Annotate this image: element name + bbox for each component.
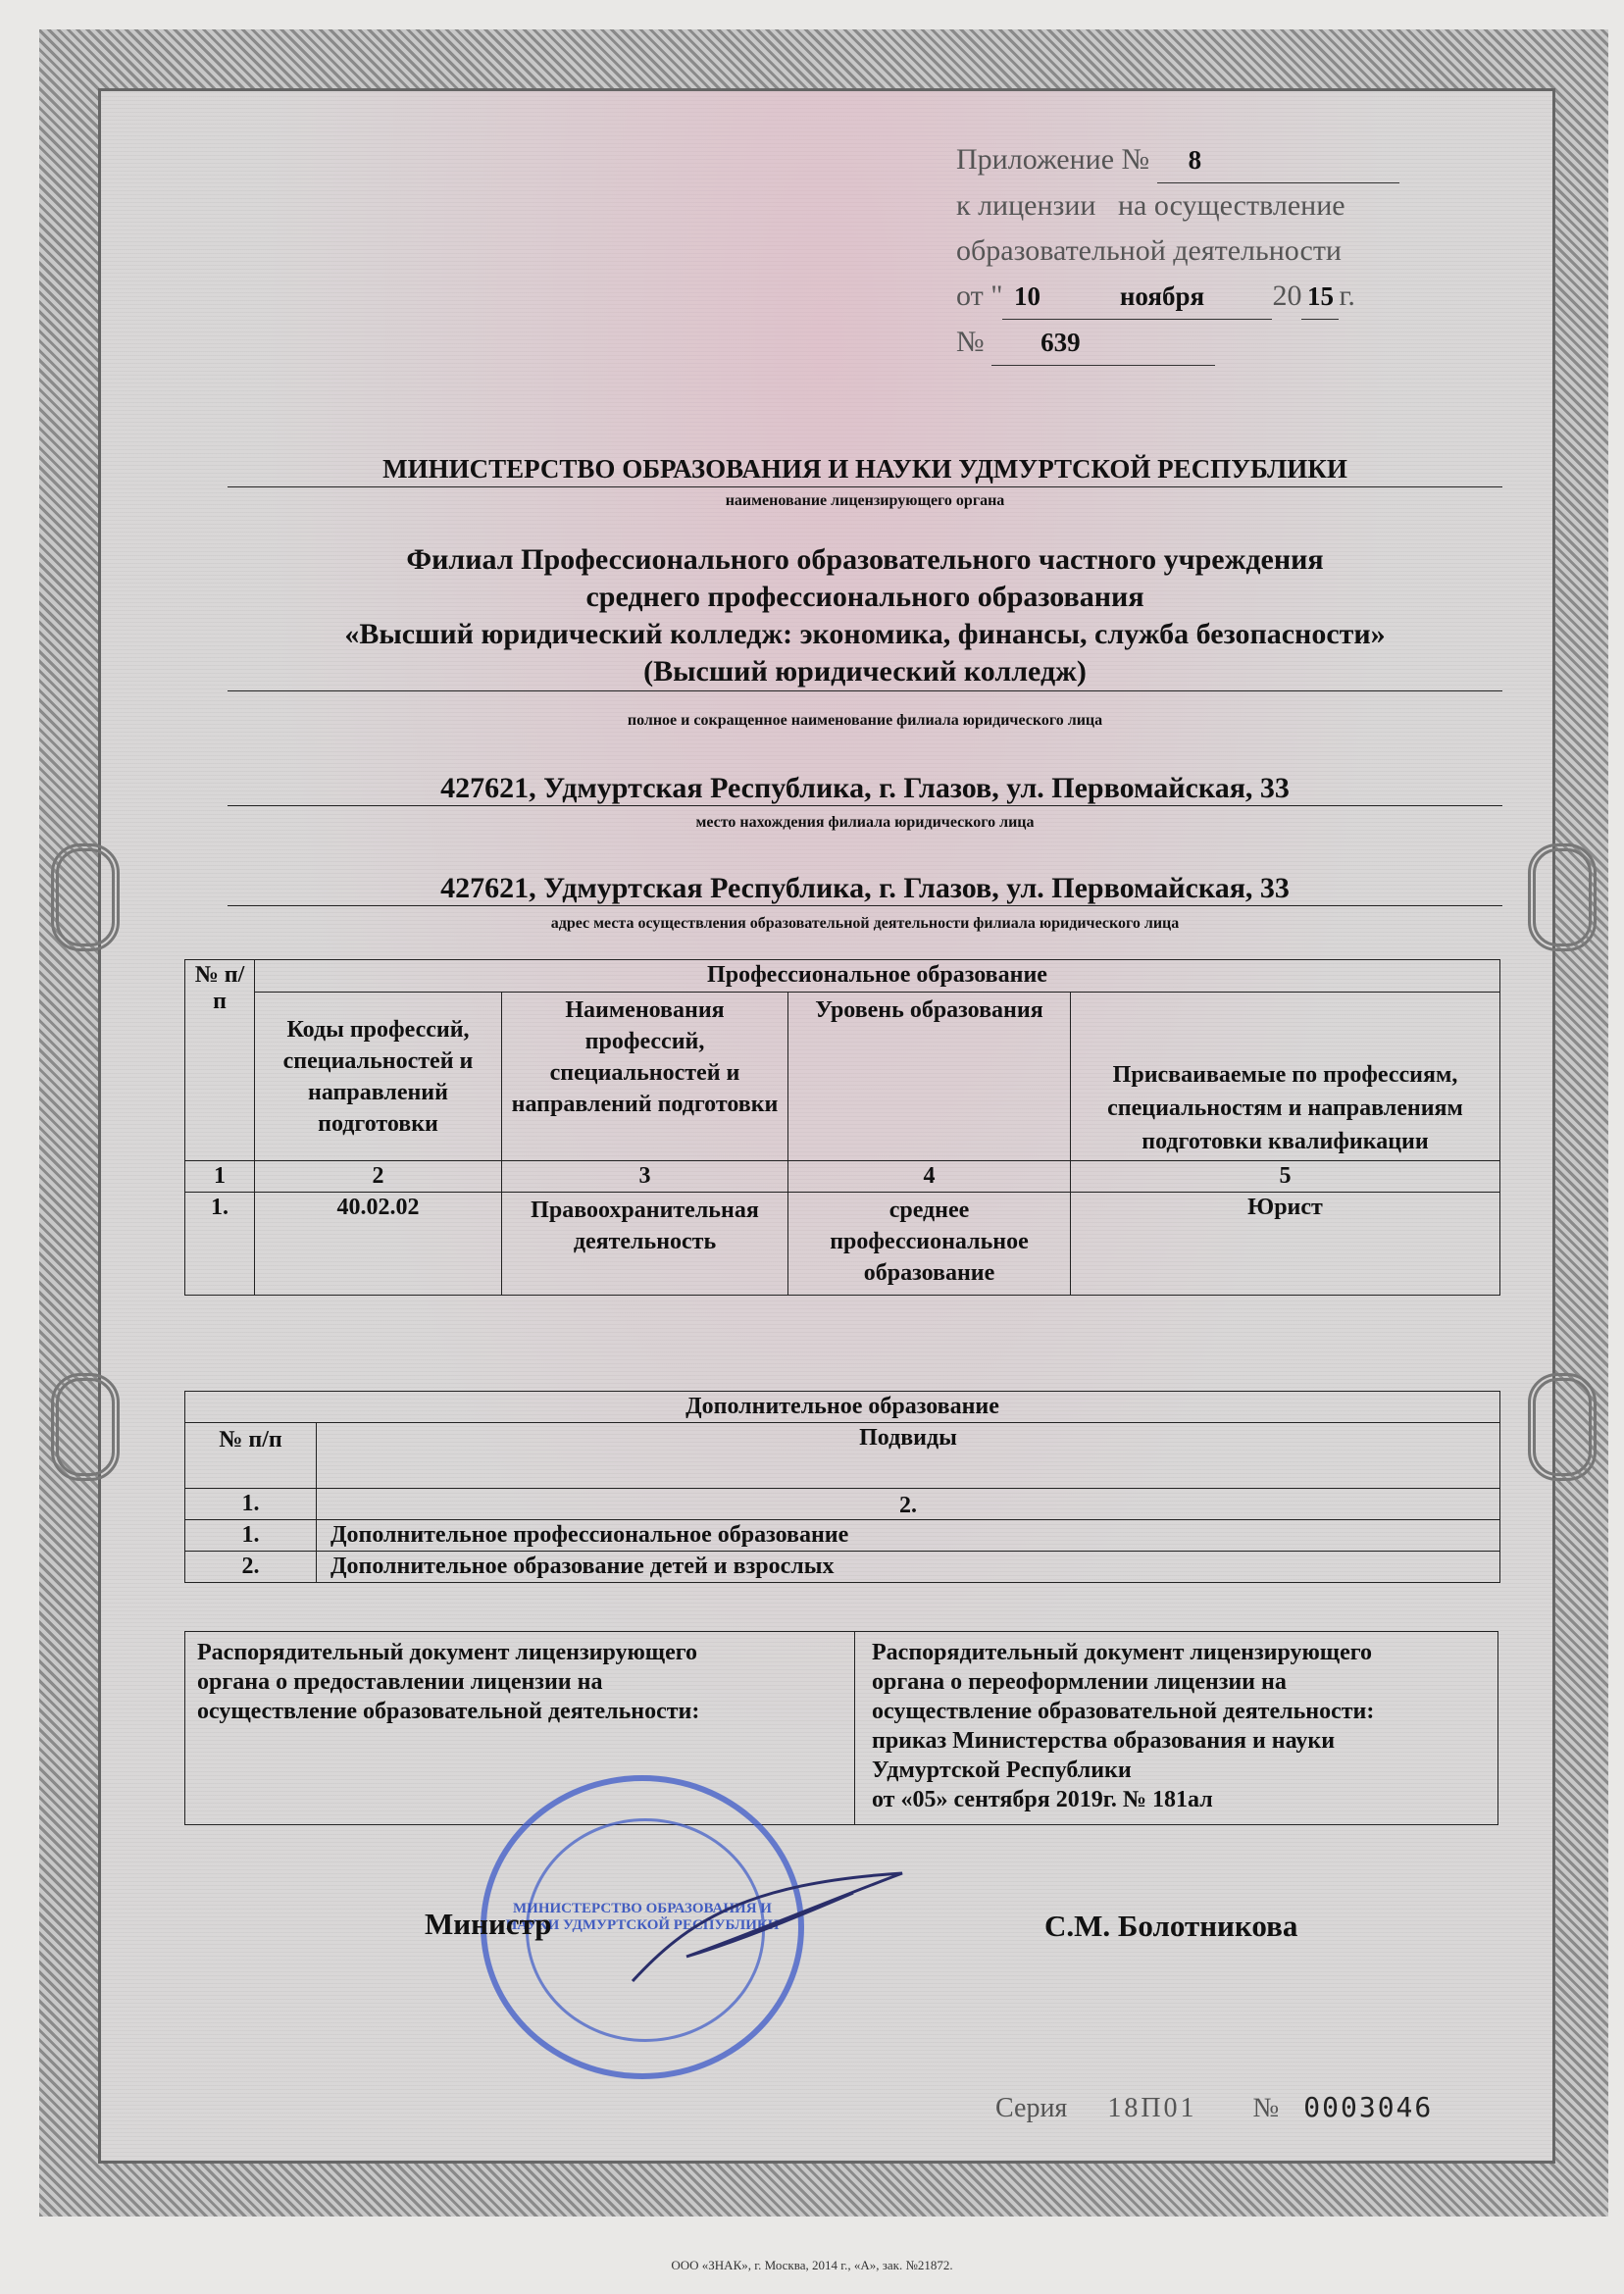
date-year-prefix: 20 <box>1272 280 1302 312</box>
table-index-row <box>185 1161 1500 1193</box>
add-group-header: Дополнительное образование <box>185 1392 1500 1423</box>
branch-name <box>228 541 1502 691</box>
index-cell: 2 <box>255 1161 502 1193</box>
series-label: Серия <box>995 2093 1068 2123</box>
add-col-sub: Подвиды <box>317 1423 1500 1489</box>
index-cell: 3 <box>502 1161 788 1193</box>
signature-stroke <box>628 1863 912 1991</box>
row-code: 40.02.02 <box>255 1193 502 1296</box>
knot-ornament-right <box>1528 843 1597 951</box>
table-row <box>185 1520 1500 1552</box>
col-level-header: Уровень образования <box>788 993 1071 1161</box>
date-day: 10 <box>1002 274 1051 320</box>
col-num-header: № п/п <box>185 960 255 1161</box>
activity-address: 427621, Удмуртская Республика, г. Глазов, ул. Первомайская, 33 <box>228 872 1502 906</box>
table-subheader-row <box>185 993 1500 1161</box>
add-row-num: 2. <box>185 1552 317 1583</box>
organ-name: МИНИСТЕРСТВО ОБРАЗОВАНИЯ И НАУКИ УДМУРТСКОЙ РЕСПУБЛИКИ <box>228 454 1502 487</box>
signatory-position: Министр <box>425 1907 552 1941</box>
location-caption: место нахождения филиала юридического лица <box>695 814 1035 831</box>
appendix-block <box>956 137 1427 366</box>
appendix-label: Приложение № <box>956 143 1150 176</box>
docs-right-line: Удмуртской Республики <box>872 1758 1132 1783</box>
row-level: среднее профессиональное образование <box>788 1193 1071 1296</box>
number-value: 639 <box>991 320 1215 366</box>
license-date <box>956 274 1427 320</box>
knot-ornament-right-lower <box>1528 1373 1597 1481</box>
series-num-label: № <box>1252 2093 1280 2123</box>
add-index-row <box>185 1489 1500 1520</box>
add-row-name: Дополнительное образование детей и взрослых <box>317 1552 1500 1583</box>
date-year: 15 <box>1301 274 1339 320</box>
printer-imprint: ООО «ЗНАК», г. Москва, 2014 г., «А», зак. №21872. <box>671 2258 953 2272</box>
index-cell: 4 <box>788 1161 1071 1193</box>
row-qual: Юрист <box>1071 1193 1500 1296</box>
col-qual-header: Присваиваемые по профессиям, специальностям и направлениям подготовки квалификации <box>1071 993 1500 1161</box>
group-header: Профессиональное образование <box>255 960 1500 993</box>
index-cell: 1 <box>185 1161 255 1193</box>
add-row-name: Дополнительное профессиональное образование <box>317 1520 1500 1552</box>
branch-line2: среднего профессионального образования <box>585 581 1144 613</box>
table-header-row <box>185 960 1500 993</box>
docs-block <box>184 1631 1498 1825</box>
docs-right-line: от «05» сентября 2019г. № 181ал <box>872 1787 1213 1812</box>
date-month: ноября <box>1051 274 1272 320</box>
number-label: № <box>956 326 985 358</box>
appendix-number: 8 <box>1157 137 1399 183</box>
branch-line1: Филиал Профессионального образовательного частного учреждения <box>406 543 1324 576</box>
knot-ornament-left <box>51 843 120 951</box>
activity-caption: адрес места осуществления образовательной деятельности филиала юридического лица <box>550 915 1180 932</box>
knot-ornament-left-lower <box>51 1373 120 1481</box>
series-value: 18П01 <box>1107 2093 1197 2123</box>
license-number <box>956 320 1427 366</box>
professional-education-table <box>184 959 1500 1296</box>
appendix-line3: образовательной деятельности <box>956 234 1342 267</box>
branch-line3: «Высший юридический колледж: экономика, финансы, служба безопасности» <box>344 618 1386 650</box>
location-address: 427621, Удмуртская Республика, г. Глазов, ул. Первомайская, 33 <box>228 772 1502 806</box>
signatory-name: С.М. Болотникова <box>1044 1909 1298 1943</box>
series-num-value: 0003046 <box>1303 2091 1434 2123</box>
branch-line4: (Высший юридический колледж) <box>228 653 1502 691</box>
series-block <box>995 2091 1433 2124</box>
date-suffix: г. <box>1339 280 1355 312</box>
docs-left: Распорядительный документ лицензирующего органа о предоставлении лицензии на осуществление образовательной деятельности: <box>197 1640 700 1724</box>
seal-text: МИНИСТЕРСТВО ОБРАЗОВАНИЯ И НАУКИ УДМУРТСКОЙ РЕСПУБЛИКИ <box>505 1901 780 1933</box>
row-num: 1. <box>185 1193 255 1296</box>
col-codes-header: Коды профессий, специальностей и направлений подготовки <box>255 993 502 1161</box>
add-header-row <box>185 1392 1500 1423</box>
index-cell: 5 <box>1071 1161 1500 1193</box>
organ-caption: наименование лицензирующего органа <box>725 492 1005 509</box>
row-name: Правоохранительная деятельность <box>502 1193 788 1296</box>
docs-divider <box>854 1632 855 1824</box>
additional-education-table <box>184 1391 1500 1583</box>
docs-right-line: Распорядительный документ лицензирующего <box>872 1640 1373 1665</box>
docs-right <box>872 1638 1490 1814</box>
docs-right-line: приказ Министерства образования и науки <box>872 1728 1336 1754</box>
docs-right-line: органа о переоформлении лицензии на <box>872 1669 1287 1695</box>
branch-caption: полное и сокращенное наименование филиала юридического лица <box>627 712 1103 729</box>
docs-right-line: осуществление образовательной деятельности: <box>872 1699 1375 1724</box>
add-index-cell: 1. <box>185 1489 317 1520</box>
add-index-cell: 2. <box>317 1489 1500 1520</box>
col-names-header: Наименования профессий, специальностей и направлений подготовки <box>502 993 788 1161</box>
appendix-line <box>956 137 1427 183</box>
add-row-num: 1. <box>185 1520 317 1552</box>
table-row <box>185 1552 1500 1583</box>
table-row <box>185 1193 1500 1296</box>
appendix-line2: к лицензии на осуществление <box>956 189 1345 222</box>
add-subheader-row <box>185 1423 1500 1489</box>
add-col-num: № п/п <box>185 1423 317 1489</box>
date-prefix: от " <box>956 280 1003 312</box>
